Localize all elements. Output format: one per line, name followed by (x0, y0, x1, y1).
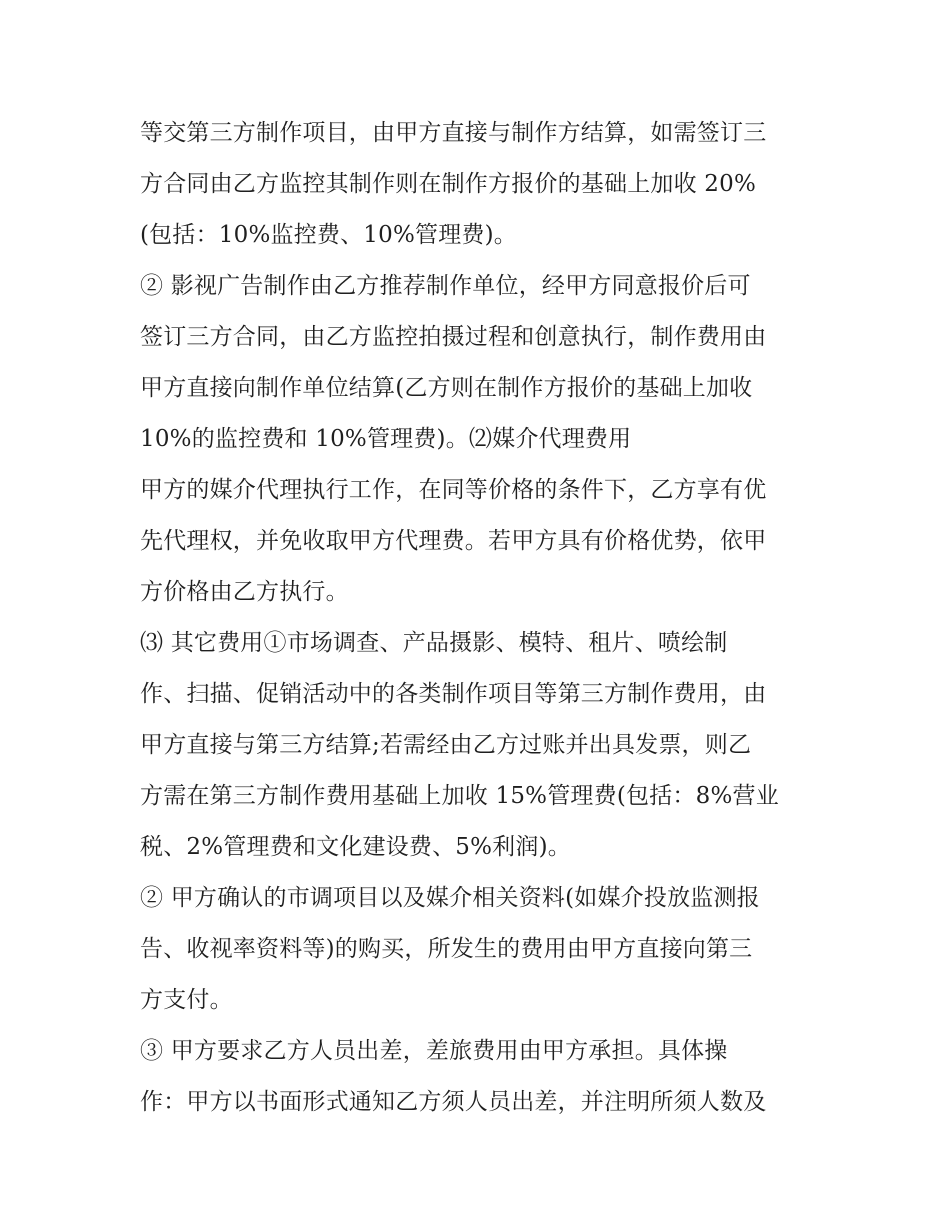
text-line: (包括：10%监控费、10%管理费)。 (140, 222, 517, 248)
text-line: 签订三方合同，由乙方监控拍摄过程和创意执行，制作费用由 (140, 324, 767, 350)
text-line: 方合同由乙方监控其制作则在制作方报价的基础上加收 20% (140, 171, 757, 197)
text-line: 作：甲方以书面形式通知乙方须人员出差，并注明所须人数及 (140, 1089, 767, 1115)
text-line: 税、2%管理费和文化建设费、5%利润)。 (140, 834, 571, 860)
text-line: 甲方直接与第三方结算;若需经由乙方过账并出具发票，则乙 (140, 732, 752, 758)
text-line: ② 甲方确认的市调项目以及媒介相关资料(如媒介投放监测报 (140, 885, 760, 911)
contract-text-block (140, 108, 840, 1128)
text-line: 方支付。 (140, 987, 233, 1013)
text-line: 甲方直接向制作单位结算(乙方则在制作方报价的基础上加收 (140, 375, 753, 401)
text-line: 方价格由乙方执行。 (140, 579, 349, 605)
text-line: 10%的监控费和 10%管理费)。⑵媒介代理费用 (140, 426, 632, 452)
text-line: 方需在第三方制作费用基础上加收 15%管理费(包括：8%营业 (140, 783, 779, 809)
text-line: ② 影视广告制作由乙方推荐制作单位，经甲方同意报价后可 (140, 273, 751, 299)
text-line: ③ 甲方要求乙方人员出差，差旅费用由甲方承担。具体操 (140, 1038, 728, 1064)
text-line: 等交第三方制作项目，由甲方直接与制作方结算，如需签订三 (140, 120, 767, 146)
text-line: 先代理权，并免收取甲方代理费。若甲方具有价格优势，依甲 (140, 528, 767, 554)
text-line: 告、收视率资料等)的购买，所发生的费用由甲方直接向第三 (140, 936, 753, 962)
text-line: 甲方的媒介代理执行工作，在同等价格的条件下，乙方享有优 (140, 477, 767, 503)
text-line: 作、扫描、促销活动中的各类制作项目等第三方制作费用，由 (140, 681, 767, 707)
text-line: ⑶ 其它费用①市场调查、产品摄影、模特、租片、喷绘制 (140, 630, 728, 656)
